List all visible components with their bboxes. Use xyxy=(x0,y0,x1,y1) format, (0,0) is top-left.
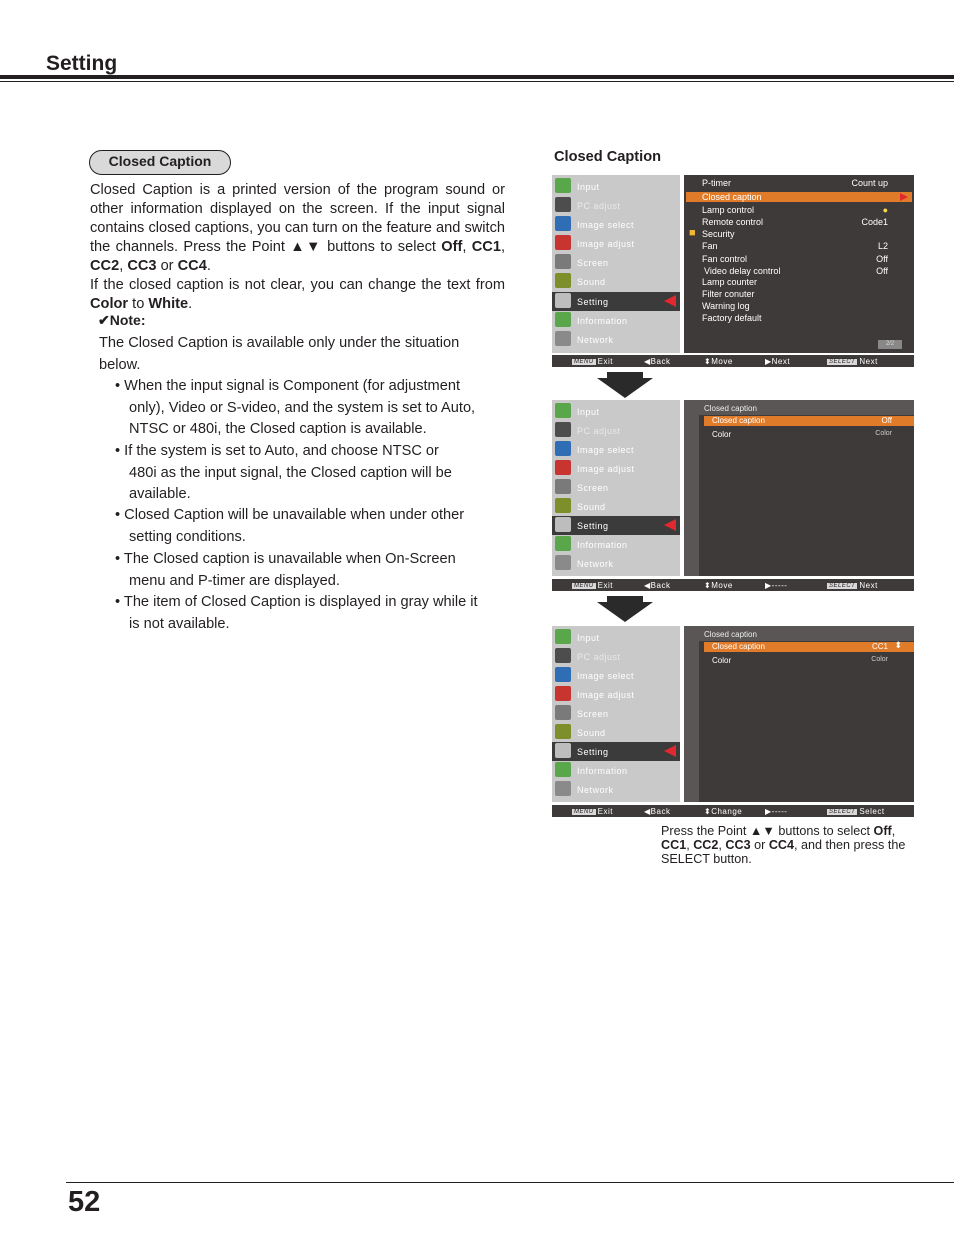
guide-back: ◀Back xyxy=(644,581,671,590)
sidebar-item-input[interactable] xyxy=(552,402,680,421)
osd-sidebar xyxy=(552,400,680,576)
note-body: The Closed Caption is available only under the situation below. xyxy=(99,335,460,373)
sidebar-item-label: Image adjust xyxy=(577,239,635,249)
selected-arrow-icon xyxy=(664,295,676,307)
page-section-title: Setting xyxy=(46,52,118,75)
sep: , xyxy=(891,824,896,838)
osd-guide-bar xyxy=(552,579,914,591)
bullet-cont: 480i as the input signal, the Closed caption will be available. xyxy=(129,464,452,502)
osd-panel-closed-caption xyxy=(552,400,914,592)
select-key-icon: SELECT xyxy=(829,809,856,815)
sidebar-item-pc-adjust[interactable] xyxy=(552,196,680,215)
color-value: Color xyxy=(871,656,888,663)
network-icon xyxy=(555,331,571,346)
sidebar-item-label: Setting xyxy=(577,297,609,307)
note-bullet xyxy=(115,592,510,635)
sep: , xyxy=(500,239,505,255)
submenu-body xyxy=(699,641,914,802)
submenu-title: Closed caption xyxy=(704,630,757,639)
bullet-lead: • Closed Caption will be unavailable when under other xyxy=(115,507,465,523)
step-down-arrow-icon xyxy=(597,602,653,622)
menu-row-closed-caption[interactable]: Closed caption xyxy=(702,192,762,202)
sep: , xyxy=(462,239,472,255)
sidebar-item-label: Input xyxy=(577,633,600,643)
guide-exit: Exit xyxy=(597,357,614,366)
guide-select-next: Next xyxy=(859,357,878,366)
footnote-text: Press the Point ▲▼ buttons to select xyxy=(661,824,874,838)
guide-change: ⬍Change xyxy=(704,807,743,816)
sidebar-item-sound[interactable] xyxy=(552,723,680,742)
pc-adjust-icon xyxy=(555,648,571,663)
sidebar-item-label: Screen xyxy=(577,258,609,268)
header-rule-thin xyxy=(0,81,954,82)
opt-cc2: CC2 xyxy=(90,258,120,274)
sidebar-item-label: Input xyxy=(577,407,600,417)
guide-exit: Exit xyxy=(597,807,614,816)
pc-adjust-icon xyxy=(555,422,571,437)
sidebar-item-label: Setting xyxy=(577,521,609,531)
image-adjust-icon xyxy=(555,686,571,701)
sidebar-item-label: Sound xyxy=(577,277,606,287)
sidebar-item-label: Input xyxy=(577,182,600,192)
fan-control-value: Off xyxy=(876,254,888,264)
sep: , xyxy=(119,258,128,274)
note-bullet xyxy=(115,376,510,441)
lamp-icon: ● xyxy=(882,205,888,215)
osd-sidebar xyxy=(552,175,680,353)
submenu-title: Closed caption xyxy=(704,404,757,413)
sidebar-item-setting[interactable] xyxy=(552,292,680,311)
bullet-cont: only), Video or S-video, and the system is set to Auto, NTSC or 480i, the Closed caption is available. xyxy=(129,399,476,437)
sidebar-item-label: PC adjust xyxy=(577,201,621,211)
sidebar-item-sound[interactable] xyxy=(552,272,680,291)
sidebar-item-label: Network xyxy=(577,335,614,345)
bullet-lead: • The Closed caption is unavailable when On-Screen xyxy=(115,551,456,567)
sep: or xyxy=(750,838,769,852)
sep: , xyxy=(686,838,694,852)
bullet-lead: • If the system is set to Auto, and choose NTSC or xyxy=(115,443,439,459)
opt-cc1: CC1 xyxy=(471,239,501,255)
osd-panel-closed-caption-change xyxy=(552,626,914,818)
osd-guide-bar xyxy=(552,805,914,817)
sidebar-item-input[interactable] xyxy=(552,628,680,647)
setting-icon xyxy=(555,743,571,758)
image-select-icon xyxy=(555,667,571,682)
sidebar-item-information[interactable] xyxy=(552,535,680,554)
sidebar-item-label: Sound xyxy=(577,728,606,738)
p-timer-label: P-timer xyxy=(702,178,731,188)
selected-arrow-icon xyxy=(664,745,676,757)
sidebar-item-input[interactable] xyxy=(552,177,680,196)
guide-next: ▶----- xyxy=(765,807,788,816)
bullet-cont: is not available. xyxy=(129,615,230,632)
menu-row-fan-control[interactable]: Fan control xyxy=(702,254,748,264)
sidebar-item-setting[interactable] xyxy=(552,742,680,761)
osd-sidebar xyxy=(552,626,680,802)
step-down-arrow-icon xyxy=(597,378,653,398)
network-icon xyxy=(555,555,571,570)
opt-white: White xyxy=(148,296,189,312)
screen-icon xyxy=(555,705,571,720)
image-adjust-icon xyxy=(555,235,571,250)
submenu-body xyxy=(699,415,914,576)
sidebar-item-network[interactable] xyxy=(552,330,680,349)
sidebar-item-label: Setting xyxy=(577,747,609,757)
menu-row-filter-counter[interactable]: Filter conuter xyxy=(702,289,755,299)
sidebar-item-label: Network xyxy=(577,559,614,569)
closed-caption-value: CC1 xyxy=(871,642,888,651)
intro-text-2: If the closed caption is not clear, you can change the text from xyxy=(90,277,505,293)
information-icon xyxy=(555,536,571,551)
guide-exit: Exit xyxy=(597,581,614,590)
closed-caption-value: Off xyxy=(881,416,892,425)
sidebar-item-label: Image adjust xyxy=(577,690,635,700)
sidebar-item-label: PC adjust xyxy=(577,426,621,436)
note-bullet xyxy=(115,549,510,592)
menu-row-warning-log[interactable]: Warning log xyxy=(702,301,750,311)
opt-cc2: CC2 xyxy=(693,838,719,852)
network-icon xyxy=(555,781,571,796)
menu-key-icon: MENU xyxy=(574,359,594,365)
page-indicator: 2/2 xyxy=(878,340,902,349)
closed-caption-option[interactable]: Closed caption xyxy=(712,416,765,425)
sidebar-item-label: Screen xyxy=(577,483,609,493)
opt-cc1: CC1 xyxy=(661,838,687,852)
sep: or xyxy=(156,258,178,274)
note-bullet xyxy=(115,505,510,548)
menu-row-video-delay-control[interactable]: Video delay control xyxy=(704,266,781,276)
sidebar-item-image-adjust[interactable] xyxy=(552,685,680,704)
up-down-arrows-icon[interactable]: ⬍ xyxy=(894,640,902,650)
sidebar-item-label: Network xyxy=(577,785,614,795)
guide-back: ◀Back xyxy=(644,807,671,816)
select-key-icon: SELECT xyxy=(829,359,856,365)
input-icon xyxy=(555,178,571,193)
information-icon xyxy=(555,312,571,327)
play-arrow-icon xyxy=(900,193,908,201)
sidebar-item-sound[interactable] xyxy=(552,497,680,516)
footer-rule xyxy=(66,1182,954,1183)
pc-adjust-icon xyxy=(555,197,571,212)
note-bullet xyxy=(115,441,510,506)
sidebar-item-pc-adjust[interactable] xyxy=(552,647,680,666)
opt-cc4: CC4 xyxy=(177,258,207,274)
sep: , xyxy=(718,838,726,852)
menu-row-security[interactable]: Security xyxy=(702,229,735,239)
color-option[interactable]: Color xyxy=(712,430,732,439)
sep: . xyxy=(188,296,193,312)
panel-footnote xyxy=(661,824,911,866)
input-icon xyxy=(555,629,571,644)
menu-row-factory-default[interactable]: Factory default xyxy=(702,313,762,323)
sidebar-item-screen[interactable] xyxy=(552,704,680,723)
guide-move: ⬍Move xyxy=(704,581,733,590)
bullet-lead: • The item of Closed Caption is displayed in gray while it xyxy=(115,594,478,610)
sound-icon xyxy=(555,498,571,513)
menu-row-fan[interactable]: Fan xyxy=(702,241,718,251)
closed-caption-pill: Closed Caption xyxy=(89,150,231,175)
sidebar-item-screen[interactable] xyxy=(552,253,680,272)
menu-row-lamp-control[interactable]: Lamp control xyxy=(702,205,755,215)
osd-panel-setting-menu xyxy=(552,175,914,368)
screen-icon xyxy=(555,479,571,494)
osd-guide-bar xyxy=(552,355,914,367)
page-number: 52 xyxy=(68,1186,101,1218)
sidebar-item-label: Image select xyxy=(577,445,635,455)
setting-icon xyxy=(555,293,571,308)
intro-text: Closed Caption is a printed version of the program sound or other information displayed on the screen. If the input signal contains closed captions, you can turn on the feature and switch the channels. Press the Point ▲▼ buttons to select xyxy=(90,182,505,255)
closed-caption-submenu-frame xyxy=(684,626,914,802)
remote-control-value: Code1 xyxy=(861,217,888,227)
p-timer-value: Count up xyxy=(851,178,888,188)
bullet-cont: menu and P-timer are displayed. xyxy=(129,572,340,589)
lock-icon: ■ xyxy=(689,227,696,239)
menu-row-remote-control[interactable]: Remote control xyxy=(702,217,764,227)
closed-caption-submenu-frame xyxy=(684,400,914,576)
color-value: Color xyxy=(875,430,892,437)
closed-caption-option[interactable]: Closed caption xyxy=(712,642,765,651)
menu-key-icon: MENU xyxy=(574,583,594,589)
sidebar-item-label: PC adjust xyxy=(577,652,621,662)
opt-cc3: CC3 xyxy=(127,258,157,274)
sidebar-item-label: Information xyxy=(577,766,628,776)
sidebar-item-image-select[interactable] xyxy=(552,666,680,685)
sidebar-item-network[interactable] xyxy=(552,780,680,799)
guide-back: ◀Back xyxy=(644,357,671,366)
menu-key-icon: MENU xyxy=(574,809,594,815)
information-icon xyxy=(555,762,571,777)
sidebar-item-label: Image select xyxy=(577,671,635,681)
sidebar-item-label: Screen xyxy=(577,709,609,719)
select-key-icon: SELECT xyxy=(829,583,856,589)
sidebar-item-label: Image select xyxy=(577,220,635,230)
sidebar-item-label: Information xyxy=(577,540,628,550)
video-delay-value: Off xyxy=(876,266,888,276)
image-select-icon xyxy=(555,216,571,231)
opt-off: Off xyxy=(873,824,892,838)
sidebar-item-screen[interactable] xyxy=(552,478,680,497)
sidebar-item-label: Sound xyxy=(577,502,606,512)
sound-icon xyxy=(555,724,571,739)
input-icon xyxy=(555,403,571,418)
intro-paragraph xyxy=(90,181,505,314)
guide-next: ▶Next xyxy=(765,357,791,366)
selected-arrow-icon xyxy=(664,519,676,531)
sidebar-item-label: Image adjust xyxy=(577,464,635,474)
sidebar-item-information[interactable] xyxy=(552,761,680,780)
header-rule xyxy=(0,75,954,79)
image-select-icon xyxy=(555,441,571,456)
opt-cc3: CC3 xyxy=(725,838,751,852)
opt-color: Color xyxy=(90,296,129,312)
sidebar-item-image-adjust[interactable] xyxy=(552,459,680,478)
bullet-lead: • When the input signal is Component (for adjustment xyxy=(115,378,460,394)
setting-submenu xyxy=(684,175,914,353)
sep: . xyxy=(206,258,211,274)
bullet-cont: setting conditions. xyxy=(129,528,246,545)
color-option[interactable]: Color xyxy=(712,656,732,665)
guide-select-next: Next xyxy=(859,581,878,590)
opt-cc4: CC4 xyxy=(768,838,795,852)
sidebar-item-label: Information xyxy=(577,316,628,326)
screen-icon xyxy=(555,254,571,269)
setting-icon xyxy=(555,517,571,532)
guide-move: ⬍Move xyxy=(704,357,733,366)
sound-icon xyxy=(555,273,571,288)
screens-title: Closed Caption xyxy=(554,149,662,165)
sidebar-item-network[interactable] xyxy=(552,554,680,573)
sidebar-item-setting[interactable] xyxy=(552,516,680,535)
menu-row-lamp-counter[interactable]: Lamp counter xyxy=(702,277,758,287)
sidebar-item-image-select[interactable] xyxy=(552,440,680,459)
sidebar-item-information[interactable] xyxy=(552,311,680,330)
opt-off: Off xyxy=(441,239,463,255)
sidebar-item-image-select[interactable] xyxy=(552,215,680,234)
fan-value: L2 xyxy=(877,241,888,251)
guide-next: ▶----- xyxy=(765,581,788,590)
note-heading: ✔Note: xyxy=(98,312,146,328)
image-adjust-icon xyxy=(555,460,571,475)
sep: to xyxy=(128,296,149,312)
footnote-text-end: , and then press the SELECT button. xyxy=(661,838,906,866)
guide-select: Select xyxy=(859,807,885,816)
sidebar-item-image-adjust[interactable] xyxy=(552,234,680,253)
sidebar-item-pc-adjust[interactable] xyxy=(552,421,680,440)
